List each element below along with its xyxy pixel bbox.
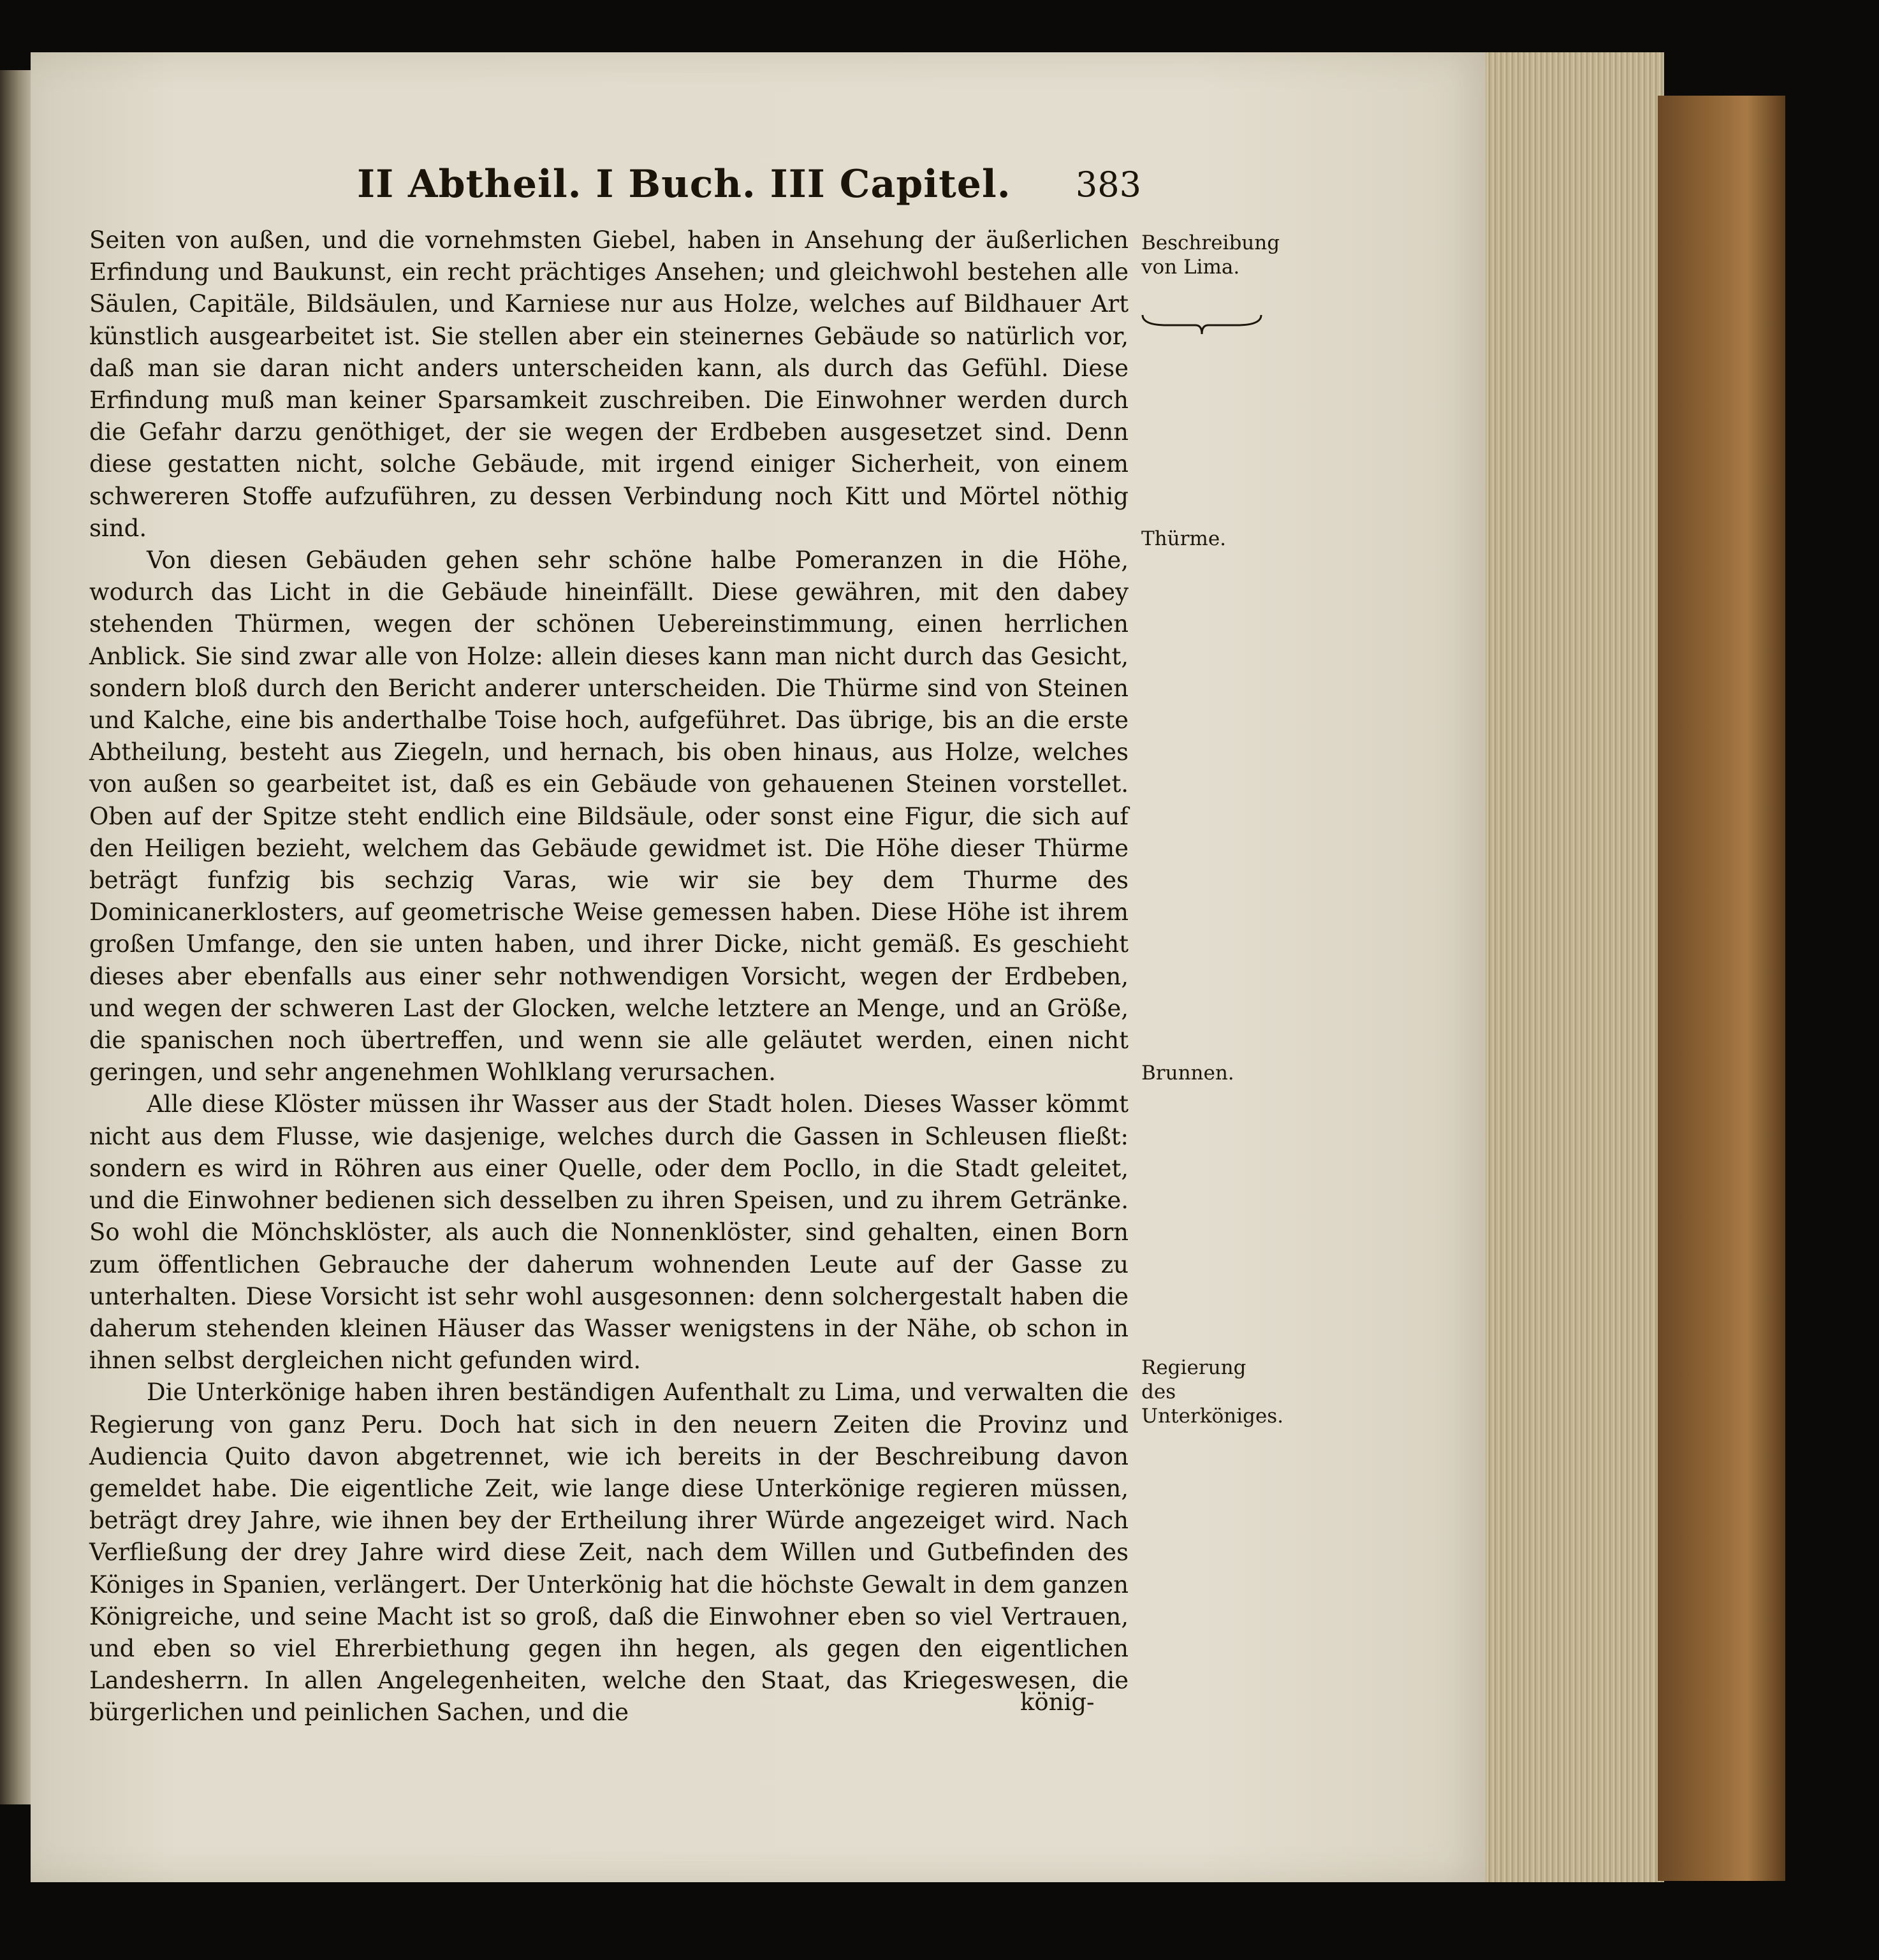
margin-note: Thürme.	[1141, 527, 1227, 550]
brace-mark	[1141, 311, 1262, 337]
paragraph: Seiten von außen, und die vornehmsten Giebel, haben in Ansehung der äußerlichen Erfindung und Baukunst, ein recht prächtiges Ansehen; und gleichwohl bestehen alle Säulen, Capitäle, Bildsäulen, und Karniese nur aus Holze, welches auf Bildhauer Art künstlich ausgearbeitet ist. Sie stellen aber ein steinernes Gebäude so natürlich vor, daß man sie daran nicht anders unterscheiden kann, als durch das Gefühl. Diese Erfindung muß man keiner Sparsamkeit zuschreiben. Die Einwohner werden durch die Gefahr darzu genöthiget, der sie wegen der Erdbeben ausgesetzet sind. Denn diese gestatten nicht, solche Gebäude, mit irgend einiger Sicherheit, von einem schwereren Stoffe aufzuführen, zu dessen Verbindung noch Kitt und Mörtel nöthig sind.	[89, 226, 1129, 542]
main-text	[89, 224, 1129, 1729]
paragraph: Alle diese Klöster müssen ihr Wasser aus der Stadt holen. Dieses Wasser kömmt nicht aus dem Flusse, wie dasjenige, welches durch die Gassen in Schleusen fließt: sondern es wird in Röhren aus einer Quelle, oder dem Pocllo, in die Stadt geleitet, und die Einwohner bedienen sich desselben zu ihren Speisen, und zu ihrem Getränke. So wohl die Mönchsklöster, als auch die Nonnenklöster, sind gehalten, einen Born zum öffentlichen Gebrauche der daherum wohnenden Leute auf der Gasse zu unterhalten. Diese Vorsicht ist sehr wohl ausgesonnen: denn solchergestalt haben die daherum stehenden kleinen Häuser das Wasser wenigstens in der Nähe, ob schon in ihnen selbst dergleichen nicht gefunden wird.	[89, 1090, 1129, 1375]
left-page-edge	[0, 70, 31, 1804]
paragraph: Die Unterkönige haben ihren beständigen Aufenthalt zu Lima, und verwalten die Regierung von ganz Peru. Doch hat sich in den neuern Zeiten die Provinz und Audiencia Quito davon abgetrennet, wie ich bereits in der Beschreibung davon gemeldet habe. Die eigentliche Zeit, wie lange diese Unterkönige regieren müssen, beträgt drey Jahre, wie ihnen bey der Ertheilung ihrer Würde angezeiget wird. Nach Verfließung der drey Jahre wird diese Zeit, nach dem Willen und Gutbefinden des Königes in Spanien, verlängert. Der Unterkönig hat die höchste Gewalt in dem ganzen Königreiche, und seine Macht ist so groß, daß die Einwohner eben so viel Vertrauen, und eben so viel Ehrerbiethung gegen ihn hegen, als gegen den eigentlichen Landesherrn. In allen Angelegenheiten, welche den Staat, das Kriegeswesen, die bürgerlichen und peinlichen Sachen, und die	[89, 1379, 1129, 1727]
running-head: II Abtheil. I Buch. III Capitel.	[357, 162, 1011, 207]
margin-note: Beschreibung von Lima.	[1141, 231, 1280, 279]
margin-note: Regierung des Unterköniges.	[1141, 1356, 1283, 1428]
leather-cover-edge	[1658, 96, 1785, 1881]
page-number: 383	[1075, 165, 1141, 205]
catchword: könig-	[1020, 1688, 1095, 1716]
page-header	[357, 162, 1141, 213]
page-fore-edge	[1486, 52, 1664, 1882]
paragraph: Von diesen Gebäuden gehen sehr schöne halbe Pomeranzen in die Höhe, wodurch das Licht in die Gebäude hineinfällt. Diese gewähren, mit den dabey stehenden Thürmen, wegen der schönen Uebereinstimmung, einen herrlichen Anblick. Sie sind zwar alle von Holze: allein dieses kann man nicht durch das Gesicht, sondern bloß durch den Bericht anderer unterscheiden. Die Thürme sind von Steinen und Kalche, eine bis anderthalbe Toise hoch, aufgeführet. Das übrige, bis an die erste Abtheilung, besteht aus Ziegeln, und hernach, bis oben hinaus, aus Holze, welches von außen so gearbeitet ist, daß es ein Gebäude von gehauenen Steinen vorstellet. Oben auf der Spitze steht endlich eine Bildsäule, oder sonst eine Figur, die sich auf den Heiligen bezieht, welchem das Gebäude gewidmet ist. Die Höhe dieser Thürme beträgt funfzig bis sechzig Varas, wie wir sie bey dem Thurme des Dominicanerklosters, auf geometrische Weise gemessen haben. Diese Höhe ist ihrem großen Umfange, den sie unten haben, und ihrer Dicke, nicht gemäß. Es geschieht dieses aber ebenfalls aus einer sehr nothwendigen Vorsicht, wegen der Erdbeben, und wegen der schweren Last der Glocken, welche letztere an Menge, und an Größe, die spanischen noch übertreffen, und wenn sie alle geläutet werden, einen nicht geringen, und sehr angenehmen Wohlklang verursachen.	[89, 546, 1129, 1086]
margin-note: Brunnen.	[1141, 1062, 1234, 1085]
